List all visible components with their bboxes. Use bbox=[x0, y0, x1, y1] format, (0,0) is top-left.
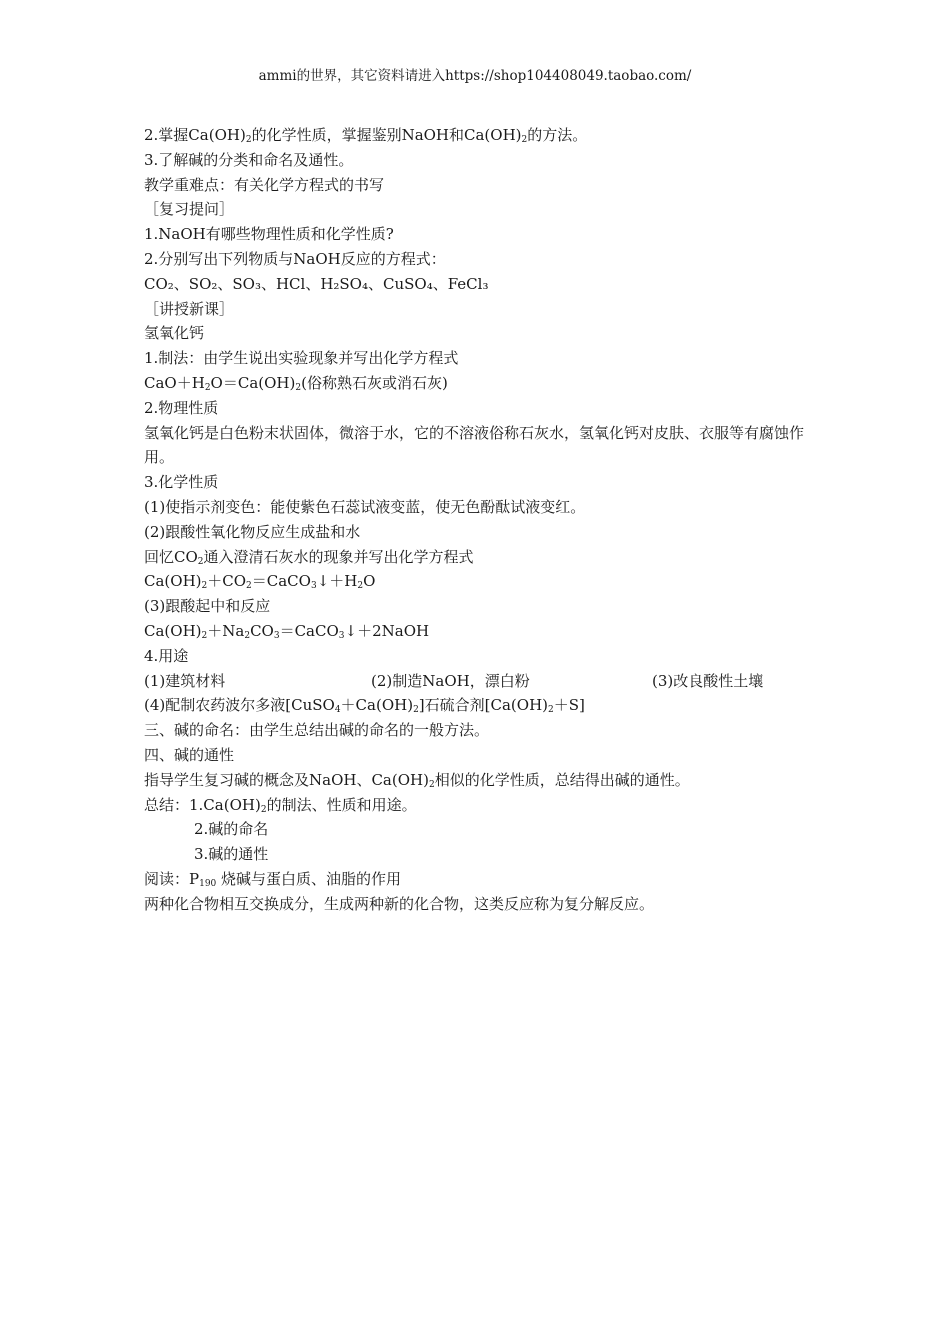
physical-properties-title: 2.物理性质 bbox=[144, 398, 219, 417]
use-3: (3)改良酸性土壤 bbox=[652, 671, 764, 690]
use-1: (1)建筑材料 bbox=[144, 671, 226, 690]
page-header: ammi的世界，其它资料请进入https://shop104408049.taobao.com/ bbox=[258, 68, 692, 84]
chemical-property-2: (2)跟酸性氧化物反应生成盐和水 bbox=[144, 522, 361, 541]
general-properties-title: 四、碱的通性 bbox=[144, 745, 235, 764]
lesson-content bbox=[144, 123, 824, 917]
topic-title: 氢氧化钙 bbox=[144, 324, 205, 343]
chemical-property-3: (3)跟酸起中和反应 bbox=[144, 597, 271, 616]
objective-2: 2.掌握$Ca(OH)_2$的化学性质，掌握鉴别NaOH和$Ca(OH)_2$的方法。 bbox=[144, 126, 588, 145]
preparation-equation: $CaO+H_2O=Ca(OH)_2$(俗称熟石灰或消石灰) bbox=[144, 373, 448, 393]
uses-title: 4.用途 bbox=[144, 646, 189, 665]
use-2: (2)制造NaOH，漂白粉 bbox=[371, 671, 530, 690]
reading-note: 阅读：$P_{190}$ 烧碱与蛋白质、油脂的作用 bbox=[144, 869, 402, 889]
definition-text: 两种化合物相互交换成分，生成两种新的化合物，这类反应称为复分解反应。 bbox=[144, 894, 655, 913]
physical-properties-text: 氢氧化钙是白色粉末状固体，微溶于水，它的不溶液俗称石灰水，氢氧化钙对皮肤、衣服等有腐蚀作用。 bbox=[144, 423, 805, 467]
review-question-2: 2.分别写出下列物质与NaOH反应的方程式： bbox=[144, 249, 446, 268]
naming-section: 三、碱的命名：由学生总结出碱的命名的一般方法。 bbox=[144, 721, 490, 740]
general-properties-text: 指导学生复习碱的概念及NaOH、$Ca(OH)_2$相似的化学性质，总结得出碱的通性。 bbox=[144, 770, 690, 790]
chemical-property-2-recall: 回忆$CO_2$通入澄清石灰水的现象并写出化学方程式 bbox=[144, 547, 474, 567]
preparation-title: 1.制法：由学生说出实验现象并写出化学方程式 bbox=[144, 349, 459, 368]
review-question-1: 1.NaOH有哪些物理性质和化学性质? bbox=[144, 225, 394, 244]
review-heading: ［复习提问］ bbox=[144, 200, 235, 219]
chemical-property-3-equation: $Ca(OH)_2+Na_2CO_3=CaCO_3↓+2NaOH$ bbox=[144, 621, 430, 641]
key-points: 教学重难点：有关化学方程式的书写 bbox=[144, 175, 385, 194]
summary-item-3: 3.碱的通性 bbox=[194, 845, 269, 864]
use-4: (4)配制农药波尔多液$[CuSO_4+Ca(OH)_2]$石硫合剂$[Ca(OH)_2+S]$ bbox=[144, 696, 585, 716]
chemical-properties-title: 3.化学性质 bbox=[144, 473, 219, 492]
uses-row bbox=[144, 669, 824, 694]
objective-3: 3.了解碱的分类和命名及通性。 bbox=[144, 150, 354, 169]
summary-item-2: 2.碱的命名 bbox=[194, 820, 269, 839]
new-lesson-heading: ［讲授新课］ bbox=[144, 299, 235, 318]
chemical-property-2-equation: $Ca(OH)_2+CO_2=CaCO_3↓+H_2O$ bbox=[144, 572, 376, 592]
review-substances: CO₂、SO₂、SO₃、HCl、H₂SO₄、CuSO₄、FeCl₃ bbox=[144, 274, 489, 293]
chemical-property-1: (1)使指示剂变色：能使紫色石蕊试液变蓝，使无色酚酞试液变红。 bbox=[144, 497, 586, 516]
summary-item-1: 总结：$1.Ca(OH)_2$的制法、性质和用途。 bbox=[144, 795, 417, 815]
